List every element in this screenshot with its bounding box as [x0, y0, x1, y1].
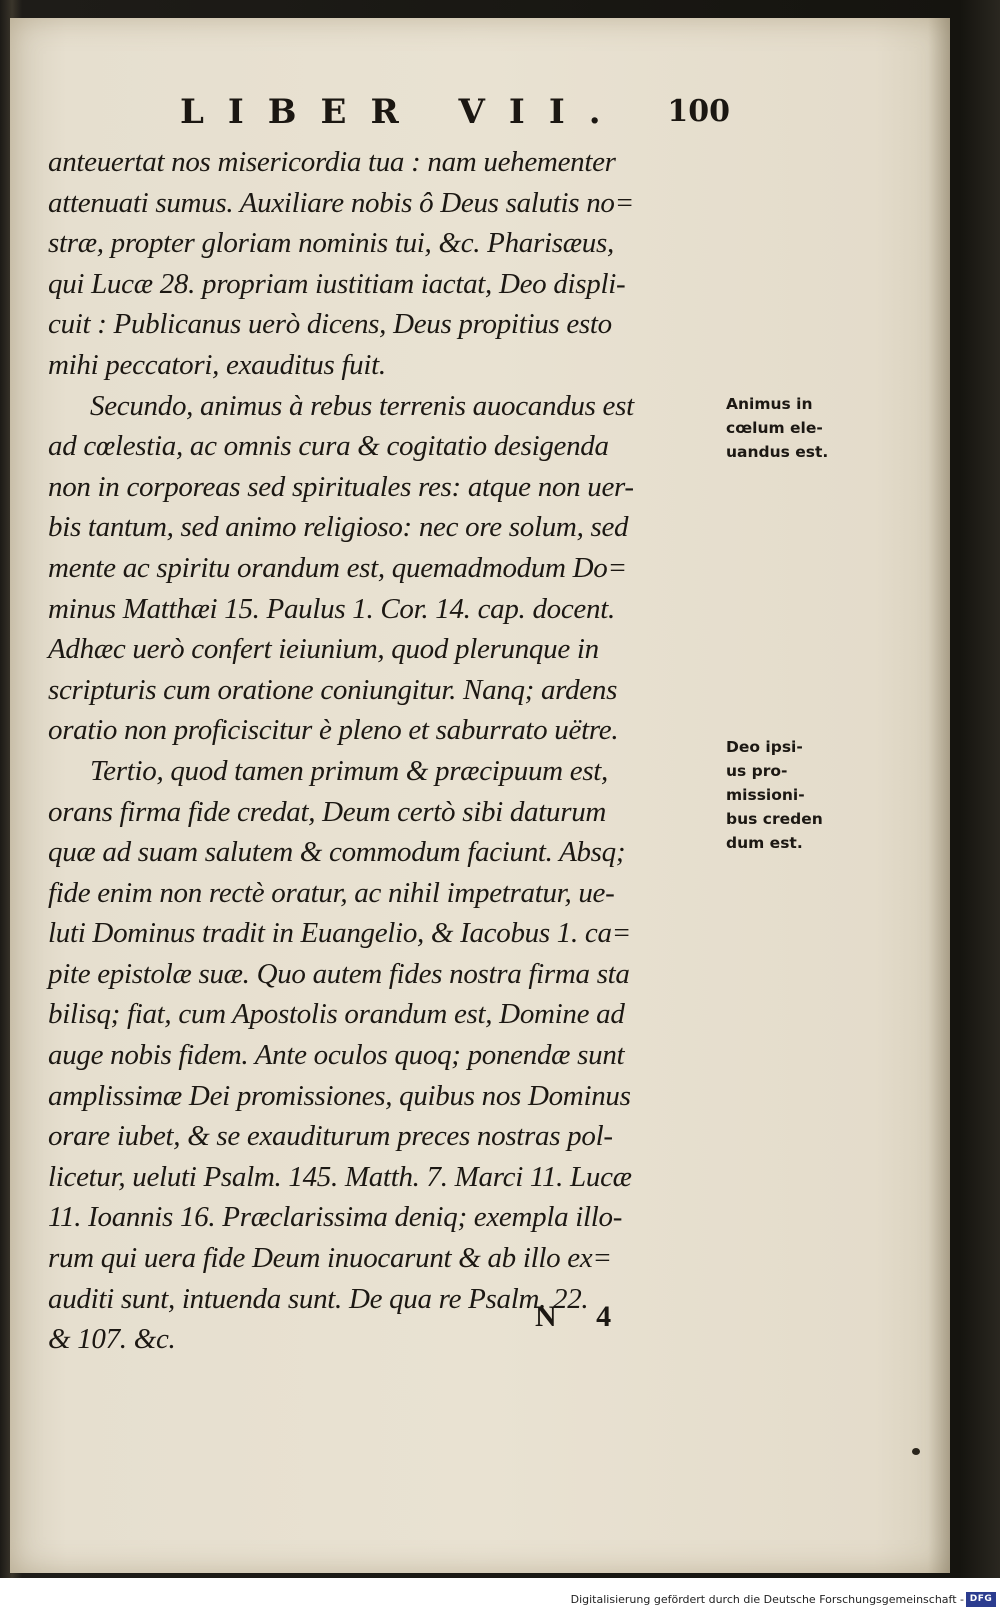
marginal-line: missioni-: [726, 786, 805, 804]
running-title: LIBER VII.: [180, 92, 625, 132]
text-line: oratio non proficiscitur è pleno et saburrato uëtre.: [48, 714, 619, 747]
text-line: Adhæc uerò confert ieiunium, quod plerunque in: [48, 633, 599, 666]
text-line: bilisq; fiat, cum Apostolis orandum est, Domine ad: [48, 998, 625, 1031]
text-line: quæ ad suam salutem & commodum faciunt. Absq;: [48, 836, 626, 869]
marginal-line: cœlum ele-: [726, 419, 823, 437]
page-number: 100: [667, 94, 730, 129]
text-line: attenuati sumus. Auxiliare nobis ô Deus salutis no=: [48, 186, 634, 219]
text-line: 11. Ioannis 16. Præclarissima deniq; exempla illo-: [48, 1201, 623, 1234]
text-line: scripturis cum oratione coniungitur. Nanq; ardens: [48, 673, 618, 706]
marginal-line: Animus in: [726, 395, 813, 413]
body-text: [48, 142, 718, 1360]
running-head: [170, 90, 730, 140]
marginal-line: dum est.: [726, 834, 803, 852]
marginal-line: Deo ipsi-: [726, 738, 803, 756]
text-line: anteuertat nos misericordia tua : nam uehementer: [48, 146, 616, 178]
text-line: qui Lucæ 28. propriam iustitiam iactat, Deo displi-: [48, 267, 626, 300]
marginal-line: us pro-: [726, 762, 788, 780]
text-line: fide enim non rectè oratur, ac nihil impetratur, ue-: [48, 876, 615, 909]
text-line: orans firma fide credat, Deum certò sibi daturum: [48, 795, 607, 828]
marginal-note-2: [726, 735, 866, 855]
text-line: licetur, ueluti Psalm. 145. Matth. 7. Marci 11. Lucæ: [48, 1160, 632, 1193]
text-line: non in corporeas sed spirituales res: atque non uer-: [48, 470, 634, 503]
text-line: minus Matthæi 15. Paulus 1. Cor. 14. cap. docent.: [48, 592, 615, 625]
text-line: auditi sunt, intuenda sunt. De qua re Psalm. 22.: [48, 1282, 589, 1315]
text-line: amplissimæ Dei promissiones, quibus nos Dominus: [48, 1079, 631, 1112]
text-line: Secundo, animus à rebus terrenis auocandus est: [90, 389, 634, 422]
text-line: pite epistolæ suæ. Quo autem fides nostra firma sta: [48, 957, 630, 990]
text-line: ad cœlestia, ac omnis cura & cogitatio desigenda: [48, 430, 609, 463]
text-line: Tertio, quod tamen primum & præcipuum est,: [90, 754, 609, 787]
text-line: rum qui uera fide Deum inuocarunt & ab illo ex=: [48, 1242, 612, 1275]
text-line: auge nobis fidem. Ante oculos quoq; ponendæ sunt: [48, 1039, 625, 1072]
text-line: & 107. &c.: [48, 1323, 176, 1356]
dfg-logo: DFG: [966, 1592, 996, 1607]
signature-mark: N 4: [535, 1300, 628, 1333]
text-line: orare iubet, & se exauditurum preces nostras pol-: [48, 1120, 613, 1153]
text-line: mente ac spiritu orandum est, quemadmodum Do=: [48, 551, 627, 584]
ink-spot: [912, 1448, 920, 1455]
text-line: luti Dominus tradit in Euangelio, & Iacobus 1. ca=: [48, 917, 631, 950]
text-line: cuit : Publicanus uerò dicens, Deus propitius esto: [48, 308, 612, 341]
text-line: bis tantum, sed animo religioso: nec ore solum, sed: [48, 511, 629, 544]
text-line: stræ, propter gloriam nominis tui, &c. Pharisæus,: [48, 227, 614, 260]
marginal-line: uandus est.: [726, 443, 829, 461]
text-line: mihi peccatori, exauditus fuit.: [48, 348, 386, 381]
marginal-note-1: [726, 392, 866, 464]
footer-credit: Digitalisierung gefördert durch die Deutsche Forschungsgemeinschaft -: [570, 1593, 964, 1606]
marginal-line: bus creden: [726, 810, 823, 828]
